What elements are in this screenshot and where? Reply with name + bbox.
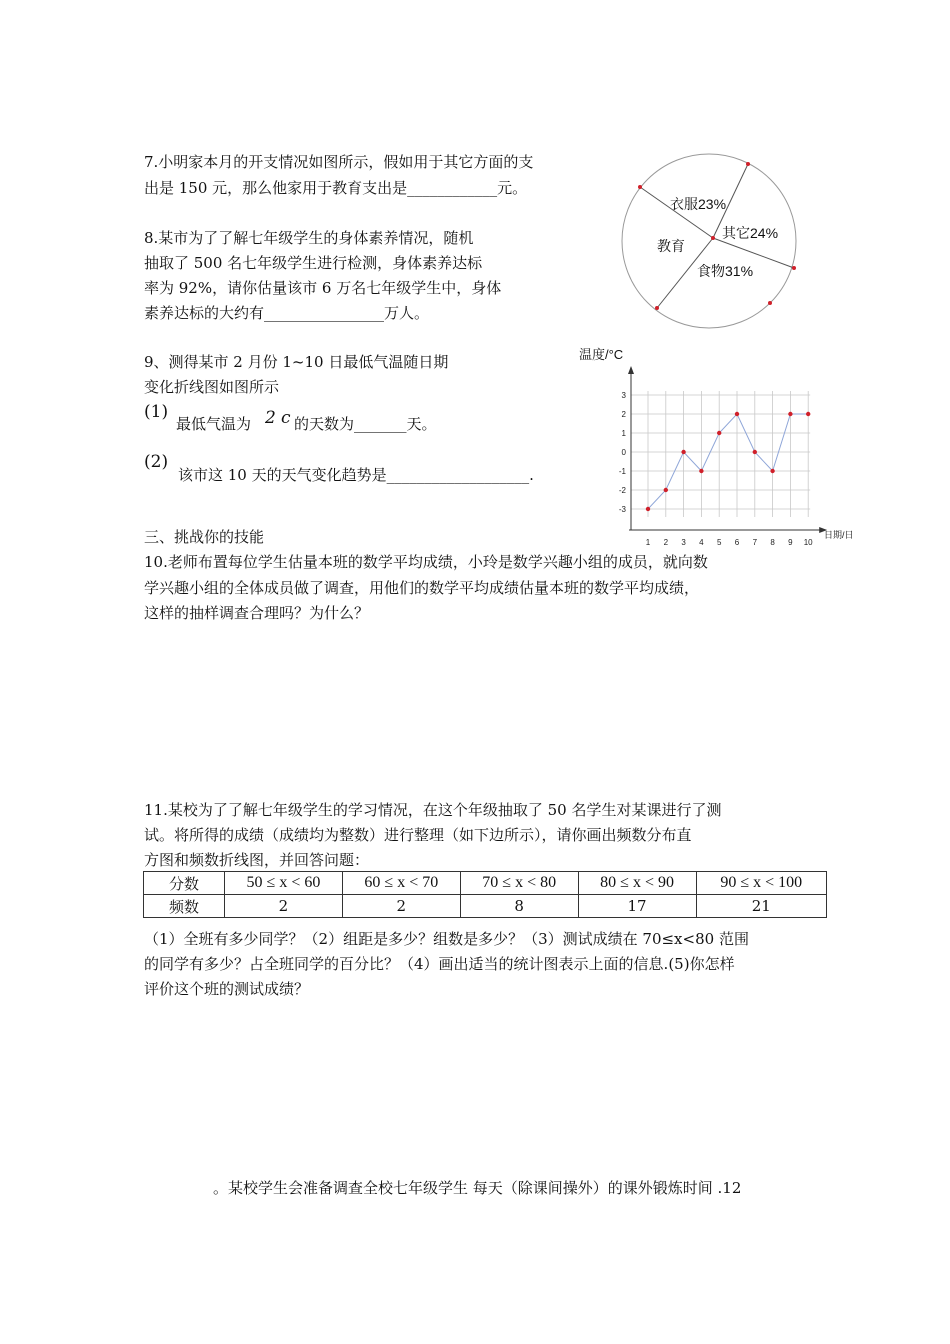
q8-line3: 率为 92%，请你估量该市 6 万名七年级学生中，身体 <box>144 279 502 297</box>
y-tick-label: -1 <box>618 467 626 476</box>
x-tick-label: 4 <box>699 538 704 546</box>
table-range-cell: 60 ≤ x < 70 <box>342 872 460 895</box>
data-point <box>806 412 810 416</box>
q11-line2: 试。将所得的成绩（成绩均为整数）进行整理（如下边所示），请你画出频数分布直 <box>144 826 692 844</box>
q9-part2-text: 该市这 10 天的天气变化趋势是___________________. <box>178 466 534 484</box>
table-header-frequency: 频数 <box>144 895 225 918</box>
x-tick-label: 5 <box>716 538 722 546</box>
data-point <box>735 412 739 416</box>
table-row <box>144 872 827 895</box>
q8-line4: 素养达标的大约有________________万人。 <box>144 304 430 322</box>
chart-xlabel: 日期/日 <box>824 530 854 540</box>
q9-part2-number: (2) <box>144 452 169 472</box>
pie-point <box>711 236 715 240</box>
data-point <box>699 469 703 473</box>
pie-point <box>768 301 772 305</box>
table-count-cell: 8 <box>460 895 578 918</box>
y-tick-label: 0 <box>621 448 626 457</box>
data-point <box>788 412 792 416</box>
table-count-cell: 17 <box>578 895 696 918</box>
x-tick-label: 10 <box>803 538 813 546</box>
q11-line3: 方图和频数折线图，并回答问题： <box>144 851 370 869</box>
data-point <box>646 507 650 511</box>
pie-point <box>638 185 642 189</box>
table-count-cell: 21 <box>696 895 827 918</box>
table-range-cell: 90 ≤ x < 100 <box>696 872 827 895</box>
x-tick-label: 2 <box>663 538 669 546</box>
pie-divider-1 <box>640 187 713 238</box>
data-point <box>664 488 668 492</box>
table-range-cell: 50 ≤ x < 60 <box>225 872 343 895</box>
y-tick-label: -2 <box>618 486 626 495</box>
data-point <box>770 469 774 473</box>
table-range-cell: 80 ≤ x < 90 <box>578 872 696 895</box>
q11-questions-line3: 评价这个班的测试成绩？ <box>144 980 310 998</box>
q8-line1: 8.某市为了了解七年级学生的身体素养情况，随机 <box>144 229 474 247</box>
pie-label-clothes: 衣服23% <box>670 196 727 212</box>
q9-part1-text-a: 最低气温为 <box>176 415 252 433</box>
q9-line2: 变化折线图如图所示 <box>144 378 280 396</box>
q11-questions-line1: （1）全班有多少同学？（2）组距是多少？组数是多少？（3）测试成绩在 70≤x<80 范围 <box>144 930 749 948</box>
y-axis-arrow <box>628 366 634 374</box>
pie-point <box>746 162 750 166</box>
x-tick-label: 9 <box>788 538 793 546</box>
q9-line1: 9、测得某市 2 月份 1~10 日最低气温随日期 <box>144 353 449 371</box>
table-count-cell: 2 <box>342 895 460 918</box>
pie-chart <box>620 152 806 332</box>
pie-label-education: 教育 <box>657 238 685 254</box>
pie-label-food: 食物31% <box>697 263 754 279</box>
x-tick-label: 7 <box>752 538 758 546</box>
x-tick-label: 6 <box>734 538 740 546</box>
y-tick-label: 1 <box>621 429 626 438</box>
q11-questions-line2: 的同学有多少？占全班同学的百分比？（4）画出适当的统计图表示上面的信息.(5)你怎样 <box>144 955 735 973</box>
q8-line2: 抽取了 500 名七年级学生进行检测，身体素养达标 <box>144 254 483 272</box>
q9-part1-temp: 2 <box>265 408 276 428</box>
y-tick-label: 2 <box>621 410 626 419</box>
section-3-title: 三、挑战你的技能 <box>144 528 265 546</box>
data-point <box>753 450 757 454</box>
pie-point <box>655 306 659 310</box>
q9-part1-number: (1) <box>144 402 169 422</box>
q7-line1: 7.小明家本月的开支情况如图所示，假如用于其它方面的支 <box>144 153 534 171</box>
table-header-score: 分数 <box>144 872 225 895</box>
x-tick-label: 3 <box>681 538 686 546</box>
pie-label-other: 其它24% <box>722 225 779 241</box>
y-tick-label: -3 <box>618 505 626 514</box>
q9-part1-unit: c <box>281 408 291 428</box>
pie-point <box>792 266 796 270</box>
data-point <box>681 450 685 454</box>
data-point <box>717 431 721 435</box>
table-range-cell: 70 ≤ x < 80 <box>460 872 578 895</box>
y-tick-label: 3 <box>621 391 626 400</box>
temperature-line-chart <box>575 342 865 546</box>
q10-line1: 10.老师布置每位学生估量本班的数学平均成绩，小玲是数学兴趣小组的成员，就向数 <box>144 553 708 571</box>
q7-line2: 出是 150 元，那么他家用于教育支出是____________元。 <box>144 179 528 197</box>
table-row <box>144 895 827 918</box>
q9-part1-text-b: 的天数为_______天。 <box>294 415 437 433</box>
q10-line2: 学兴趣小组的全体成员做了调查，用他们的数学平均成绩估量本班的数学平均成绩， <box>144 579 700 597</box>
table-count-cell: 2 <box>225 895 343 918</box>
x-tick-label: 8 <box>770 538 775 546</box>
q12-line: 。某校学生会准备调查全校七年级学生 每天（除课间操外）的课外锻炼时间 .12 <box>213 1179 742 1197</box>
frequency-table <box>143 871 827 918</box>
q11-line1: 11.某校为了了解七年级学生的学习情况，在这个年级抽取了 50 名学生对某课进行了测 <box>144 801 722 819</box>
chart-ylabel: 温度/°C <box>579 347 624 362</box>
q10-line3: 这样的抽样调查合理吗？为什么？ <box>144 604 370 622</box>
temperature-series-line <box>648 414 808 509</box>
x-tick-label: 1 <box>645 538 651 546</box>
